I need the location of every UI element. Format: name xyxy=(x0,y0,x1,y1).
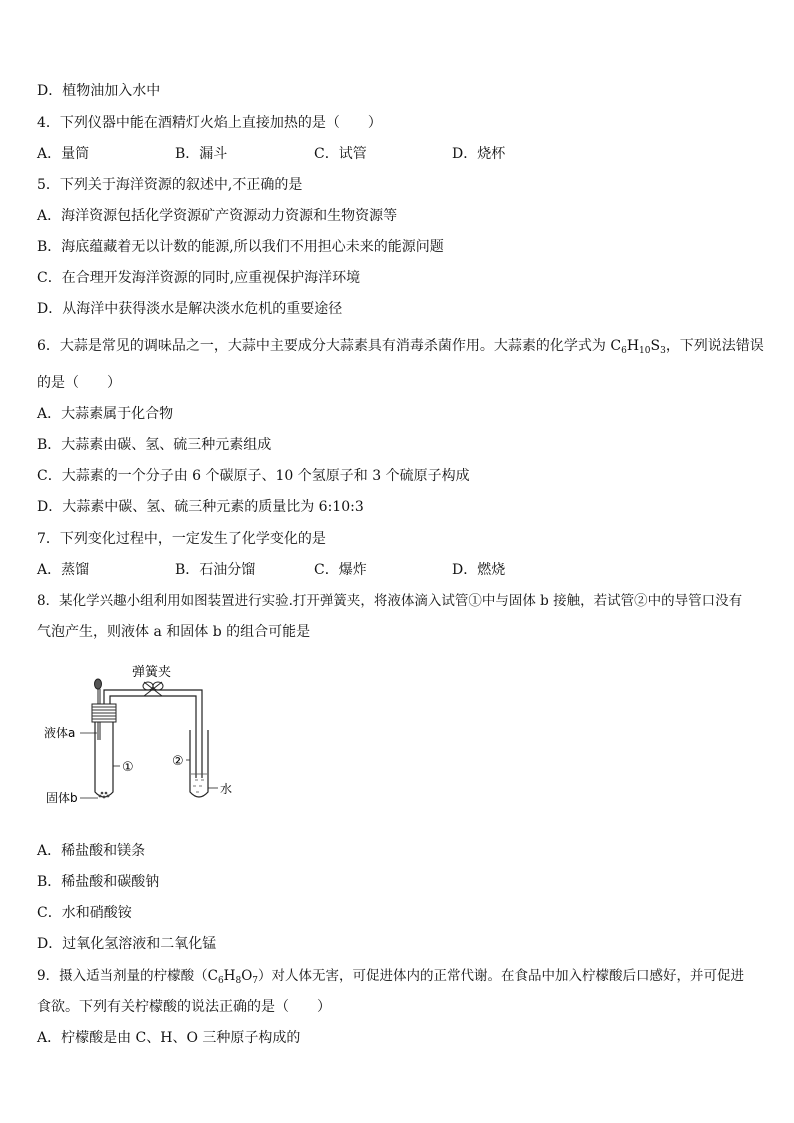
question-6 xyxy=(37,337,764,360)
water-label: 水 xyxy=(220,782,233,796)
water xyxy=(191,774,207,792)
question-4: 4．下列仪器中能在酒精灯火焰上直接加热的是（ ） xyxy=(37,115,382,131)
q6-option-d: D．大蒜素中碳、氢、硫三种元素的质量比为 6:10:3 xyxy=(37,499,364,515)
q8-option-b: B．稀盐酸和碳酸钠 xyxy=(37,874,160,890)
question-8-line2: 气泡产生，则液体 a 和固体 b 的组合可能是 xyxy=(37,624,311,640)
q3-option-d: D．植物油加入水中 xyxy=(37,83,161,99)
delivery-tube xyxy=(104,690,202,778)
clamp-label: 弹簧夹 xyxy=(132,665,172,680)
q5-option-b: B．海底蕴藏着无以计数的能源,所以我们不用担心未来的能源问题 xyxy=(37,239,444,255)
q7-option-d: D．燃烧 xyxy=(452,562,506,578)
q5-option-c: C．在合理开发海洋资源的同时,应重视保护海洋环境 xyxy=(37,270,361,286)
stopper xyxy=(92,704,116,722)
q5-option-a: A．海洋资源包括化学资源矿产资源动力资源和生物资源等 xyxy=(37,208,398,224)
test-tube-2 xyxy=(190,730,208,797)
q4-option-c: C．试管 xyxy=(314,146,367,162)
q6-formula: $C_6H_{10}S_3$ xyxy=(610,338,666,356)
liquid-a-label: 液体a xyxy=(44,726,76,740)
q8-option-c: C．水和硝酸铵 xyxy=(37,905,132,921)
q8-option-d: D．过氧化氢溶液和二氧化锰 xyxy=(37,936,217,952)
q7-option-a: A．蒸馏 xyxy=(37,562,90,578)
q6-text-tail: ，下列说法错误 xyxy=(665,338,764,354)
q9-option-a: A．柠檬酸是由 C、H、O 三种原子构成的 xyxy=(37,1030,301,1046)
question-5: 5．下列关于海洋资源的叙述中,不正确的是 xyxy=(37,177,303,193)
tube-1-label: ① xyxy=(122,760,134,775)
q5-option-d: D．从海洋中获得淡水是解决淡水危机的重要途径 xyxy=(37,301,343,317)
spring-clamp xyxy=(143,682,163,696)
q6-option-a: A．大蒜素属于化合物 xyxy=(37,406,174,422)
solid-b-label: 固体b xyxy=(46,791,78,805)
question-7: 7．下列变化过程中，一定发生了化学变化的是 xyxy=(37,531,326,547)
q6-text: 6．大蒜是常见的调味品之一，大蒜中主要成分大蒜素具有消毒杀菌作用。大蒜素的化学式为 xyxy=(37,338,611,354)
question-9-line2: 食欲。下列有关柠檬酸的说法正确的是（ ） xyxy=(37,999,331,1015)
q6-option-c: C．大蒜素的一个分子由 6 个碳原子、10 个氢原子和 3 个硫原子构成 xyxy=(37,468,470,484)
tube-2-label: ② xyxy=(172,754,184,769)
q8-option-a: A．稀盐酸和镁条 xyxy=(37,843,146,859)
question-6-line2: 的是（ ） xyxy=(37,375,121,391)
q6-option-b: B．大蒜素由碳、氢、硫三种元素组成 xyxy=(37,437,272,453)
solid-b xyxy=(99,792,110,799)
question-8: 8．某化学兴趣小组利用如图装置进行实验.打开弹簧夹，将液体滴入试管①中与固体 b 接触，若试管②中的导管口没有 xyxy=(37,593,743,609)
q9-formula: $C_6H_8O_7$ xyxy=(207,968,258,986)
question-9: 9．摄入适当剂量的柠檬酸$(C_6H_8O_7)$对人体无害，可促进体内的正常代谢。在食品中加入柠檬酸后口感好，并可促进 xyxy=(37,968,744,986)
q7-option-b: B．石油分馏 xyxy=(175,562,256,578)
q4-option-a: A．量筒 xyxy=(37,146,90,162)
apparatus-diagram xyxy=(40,660,270,810)
q4-option-b: B．漏斗 xyxy=(175,146,228,162)
q4-option-d: D．烧杯 xyxy=(452,146,506,162)
q7-option-c: C．爆炸 xyxy=(314,562,367,578)
